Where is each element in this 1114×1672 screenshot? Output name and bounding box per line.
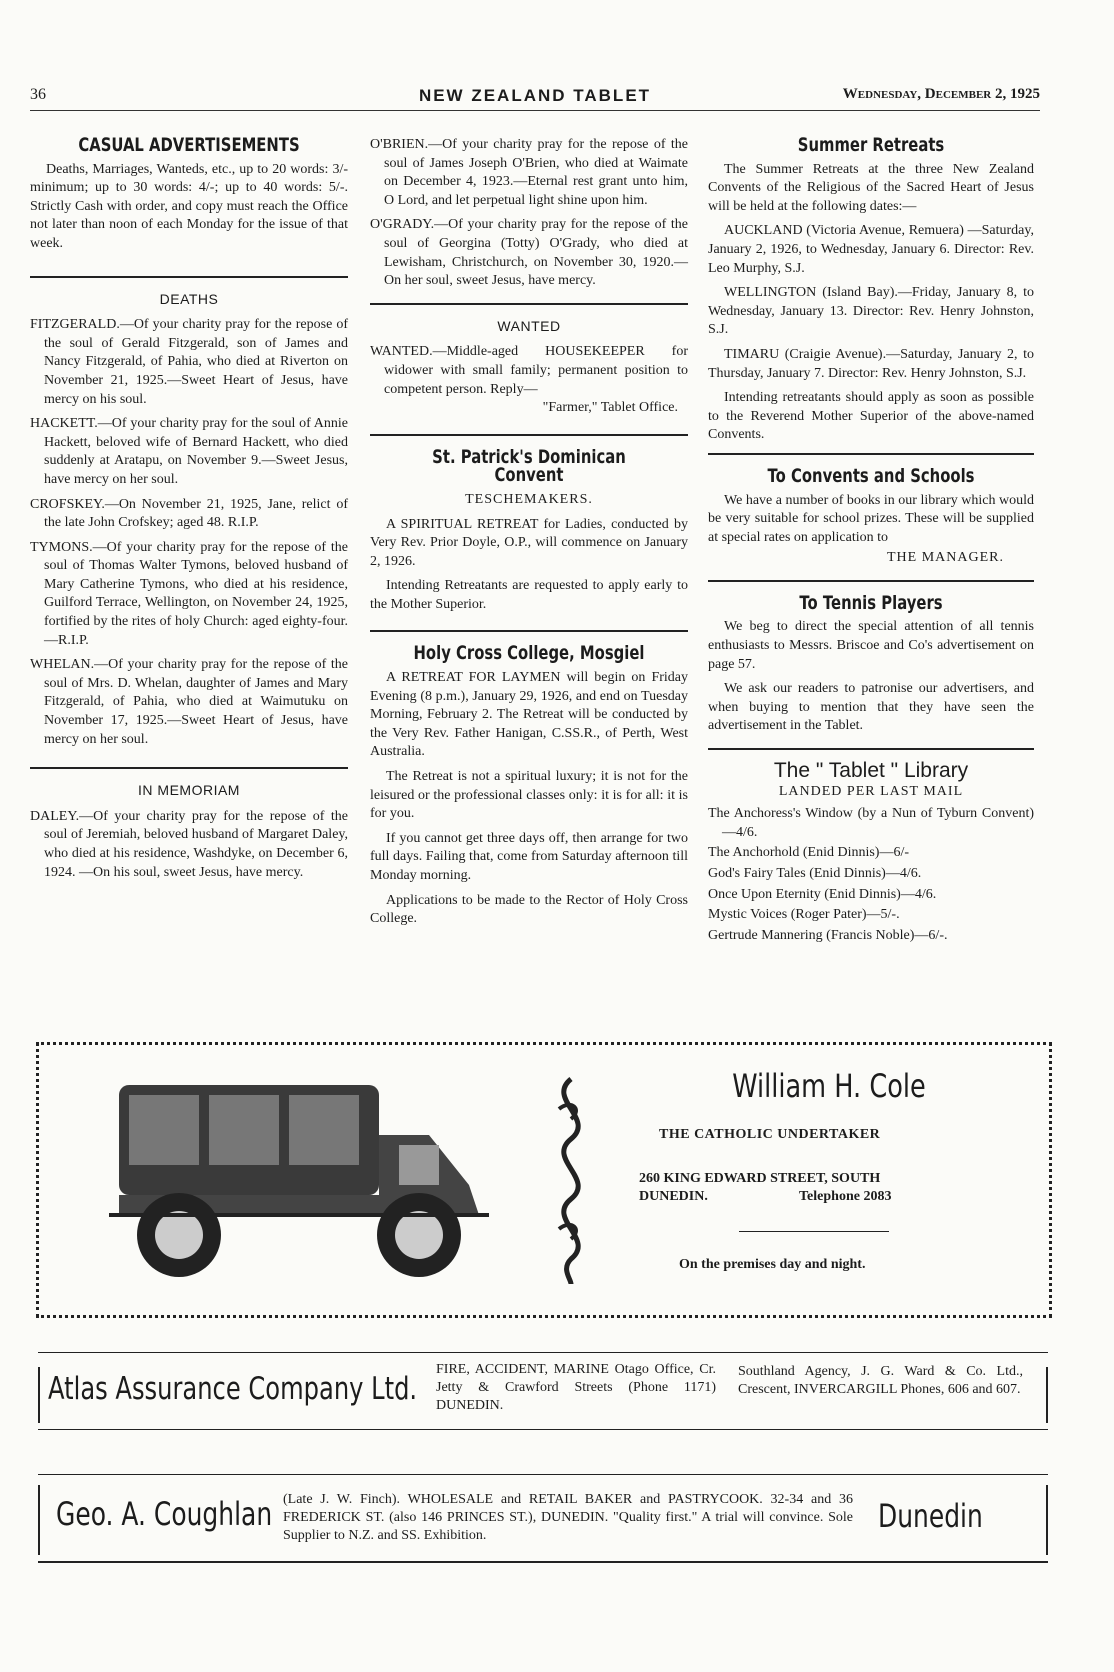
wanted-title: WANTED [497, 317, 561, 334]
summer-item: Intending retreatants should apply as soon as possible to the Reverend Mother Superior of the above-named Convents. [708, 390, 1034, 443]
holy-cross-text: A RETREAT FOR LAYMEN will begin on Friday Evening (8 p.m.), January 29, 1926, and end on Tuesday Morning, February 2. The Retreat will be conducted by the Very Rev. Father Hanigan, C.SS.R., of Perth, West Australia. [370, 670, 688, 760]
divider [30, 767, 348, 769]
tennis-text: We beg to direct the special attention of all tennis enthusiasts to Messrs. Briscoe and Co's advertisement on page 57. [708, 619, 1034, 672]
divider [370, 303, 688, 305]
column-1 [30, 136, 348, 888]
atlas-name: Atlas Assurance Company Ltd. [48, 1371, 418, 1407]
summer-item: AUCKLAND (Victoria Avenue, Remuera) —Saturday, January 2, 1926, to Wednesday, January 6. Director: Rev. Leo Murphy, S.J. [708, 223, 1034, 276]
st-patricks-subtitle: TESCHEMAKERS. [465, 491, 593, 507]
hearse-illustration [99, 1065, 499, 1295]
memoriam-notice: DALEY.—Of your charity pray for the repose of the soul of Jeremiah, beloved husband of Margaret Daley, who died at his residence, Washdyke, on December 6, 1924. —On his soul, sweet Jesus, have mercy. [30, 808, 348, 880]
death-notice: TYMONS.—Of your charity pray for the repose of the soul of Thomas Walter Tymons, beloved husband of Mary Catherine Tymons, who died at his residence, Guilford Terrace, Wellington, on November 24, 1925, fortified by the rites of holy Church: aged eighty-four.—R.I.P. [30, 539, 348, 648]
summer-retreats-title: Summer Retreats [797, 134, 945, 156]
convents-sign: THE MANAGER. [887, 550, 1004, 566]
page-header [30, 86, 1040, 108]
summer-item: WELLINGTON (Island Bay).—Friday, January 8, to Wednesday, January 13. Director: Rev. Henry Johnston, S.J. [708, 285, 1034, 338]
divider [38, 1485, 40, 1555]
library-item: Once Upon Eternity (Enid Dinnis)—4/6. [708, 886, 937, 902]
cole-note: On the premises day and night. [679, 1257, 866, 1272]
divider [739, 1231, 889, 1232]
cole-phone: Telephone 2083 [799, 1189, 892, 1204]
casual-ads-text: Deaths, Marriages, Wanteds, etc., up to 20 words: 3/- minimum; up to 30 words: 4/-; up to 40 words: 5/-. Strictly Cash with order, and copy must reach the Office not later than noon of each Monday for the issue of that week. [30, 161, 348, 251]
memoriam-title: IN MEMORIAM [138, 782, 240, 799]
library-title: The " Tablet " Library [773, 759, 969, 783]
cole-city: DUNEDIN. [639, 1189, 708, 1204]
header-rule [30, 110, 1040, 111]
ornament-scroll-icon [541, 1069, 601, 1289]
divider [370, 434, 688, 436]
coughlan-text: (Late J. W. Finch). WHOLESALE and RETAIL BAKER and PASTRYCOOK. 32-34 and 36 FREDERICK ST. (also 146 PRINCES ST.), DUNEDIN. "Quality first." A trial will convince. Sole Supplier to N.Z. and SS. Exhibition. [283, 1492, 853, 1543]
cole-subtitle: THE CATHOLIC UNDERTAKER [659, 1127, 881, 1142]
divider [38, 1367, 40, 1423]
column-3 [708, 136, 1034, 947]
death-notice: O'BRIEN.—Of your charity pray for the repose of the soul of James Joseph O'Brien, who died at Waimate on December 4, 1923.—Eternal rest grant unto him, O Lord, and let perpetual light shine upon him. [370, 137, 688, 208]
wanted-reply: "Farmer," Tablet Office. [542, 400, 678, 416]
st-patricks-text: A SPIRITUAL RETREAT for Ladies, conducted by Very Rev. Prior Doyle, O.P., will commence on January 2, 1926. [370, 516, 688, 569]
divider [708, 580, 1034, 582]
death-notice: O'GRADY.—Of your charity pray for the repose of the soul of Georgina (Totty) O'Grady, who died at Lewisham, Christchurch, on November 30, 1920.—On her soul, sweet Jesus, have mercy. [370, 217, 688, 289]
tennis-title: To Tennis Players [799, 591, 943, 614]
divider [708, 748, 1034, 750]
death-notice: FITZGERALD.—Of your charity pray for the repose of the soul of Gerald Fitzgerald, son of James and Nancy Fitzgerald, of Pahia, who died at Riverton on November 21, 1925.—Sweet Heart of Jesus, have mercy on his soul. [30, 317, 348, 407]
page-number: 36 [30, 86, 46, 103]
divider [1046, 1485, 1048, 1555]
convents-text: We have a number of books in our library which would be very suitable for school prizes. These will be supplied at special rates on application to [708, 492, 1034, 545]
coughlan-name: Geo. A. Coughlan [56, 1495, 273, 1533]
divider [370, 630, 688, 632]
death-notice: CROFSKEY.—On November 21, 1925, Jane, relict of the late John Crofskey; aged 48. R.I.P. [30, 496, 348, 531]
library-item: The Anchoress's Window (by a Nun of Tyburn Convent)—4/6. [708, 806, 1034, 840]
summer-item: TIMARU (Craigie Avenue).—Saturday, January 2, to Thursday, January 7. Director: Rev. Henry Johnston, S.J. [708, 346, 1034, 381]
death-notice: HACKETT.—Of your charity pray for the soul of Annie Hackett, beloved wife of Bernard Hackett, who died suddenly at Aratapu, on November 9.—Sweet Jesus, have mercy on her soul. [30, 416, 348, 487]
masthead-title: NEW ZEALAND TABLET [418, 86, 652, 105]
atlas-office: FIRE, ACCIDENT, MARINE Otago Office, Cr. Jetty & Crawford Streets (Phone 1171) DUNEDIN. [436, 1362, 716, 1413]
tennis-text: We ask our readers to patronise our advertisers, and when buying to mention that they have seen the advertisement in the Tablet. [708, 681, 1034, 734]
atlas-advertisement [38, 1352, 1048, 1430]
library-item: God's Fairy Tales (Enid Dinnis)—4/6. [708, 866, 922, 881]
library-item: Gertrude Mannering (Francis Noble)—6/-. [708, 927, 948, 943]
cole-name: William H. Cole [732, 1067, 926, 1105]
library-item: Mystic Voices (Roger Pater)—5/-. [708, 907, 900, 923]
holy-cross-text: Applications to be made to the Rector of Holy Cross College. [370, 892, 688, 927]
holy-cross-text: If you cannot get three days off, then arrange for two full days. Failing that, come from Saturday afternoon till Monday morning. [370, 830, 688, 883]
st-patricks-title: St. Patrick's Dominican Convent [432, 445, 626, 487]
divider [30, 276, 348, 278]
coughlan-advertisement [38, 1474, 1048, 1563]
divider [708, 453, 1034, 455]
divider [1046, 1367, 1048, 1423]
issue-date: Wednesday, December 2, 1925 [842, 86, 1040, 102]
deaths-title: DEATHS [159, 290, 219, 307]
library-item: The Anchorhold (Enid Dinnis)—6/- [708, 845, 910, 861]
summer-intro: The Summer Retreats at the three New Zealand Convents of the Religious of the Sacred Heart of Jesus will be held at the following dates:— [708, 161, 1034, 214]
atlas-agency: Southland Agency, J. G. Ward & Co. Ltd., Crescent, INVERCARGILL Phones, 606 and 607. [738, 1364, 1023, 1397]
holy-cross-title: Holy Cross College, Mosgiel [413, 642, 645, 665]
coughlan-city: Dunedin [878, 1497, 983, 1535]
convents-title: To Convents and Schools [767, 464, 975, 487]
wanted-text: WANTED.—Middle-aged HOUSEKEEPER for widower with small family; permanent position to competent person. Reply— [370, 344, 688, 397]
cole-advertisement [36, 1042, 1052, 1318]
cole-address: 260 KING EDWARD STREET, SOUTH [639, 1171, 881, 1186]
holy-cross-text: The Retreat is not a spiritual luxury; it is not for the leisured or the professional classes only: it is for all: it is for you. [370, 769, 688, 822]
casual-ads-title: CASUAL ADVERTISEMENTS [78, 134, 300, 156]
death-notice: WHELAN.—Of your charity pray for the repose of the soul of Mrs. D. Whelan, daughter of James and Mary Fitzgerald, of Pahia, who died at Waimutuku on November 17, 1925.—Sweet Heart of Jesus, have mercy on her soul. [30, 657, 348, 747]
st-patricks-text: Intending Retreatants are requested to apply early to the Mother Superior. [370, 578, 688, 612]
column-2 [370, 136, 688, 935]
library-subtitle: LANDED PER LAST MAIL [778, 783, 964, 799]
